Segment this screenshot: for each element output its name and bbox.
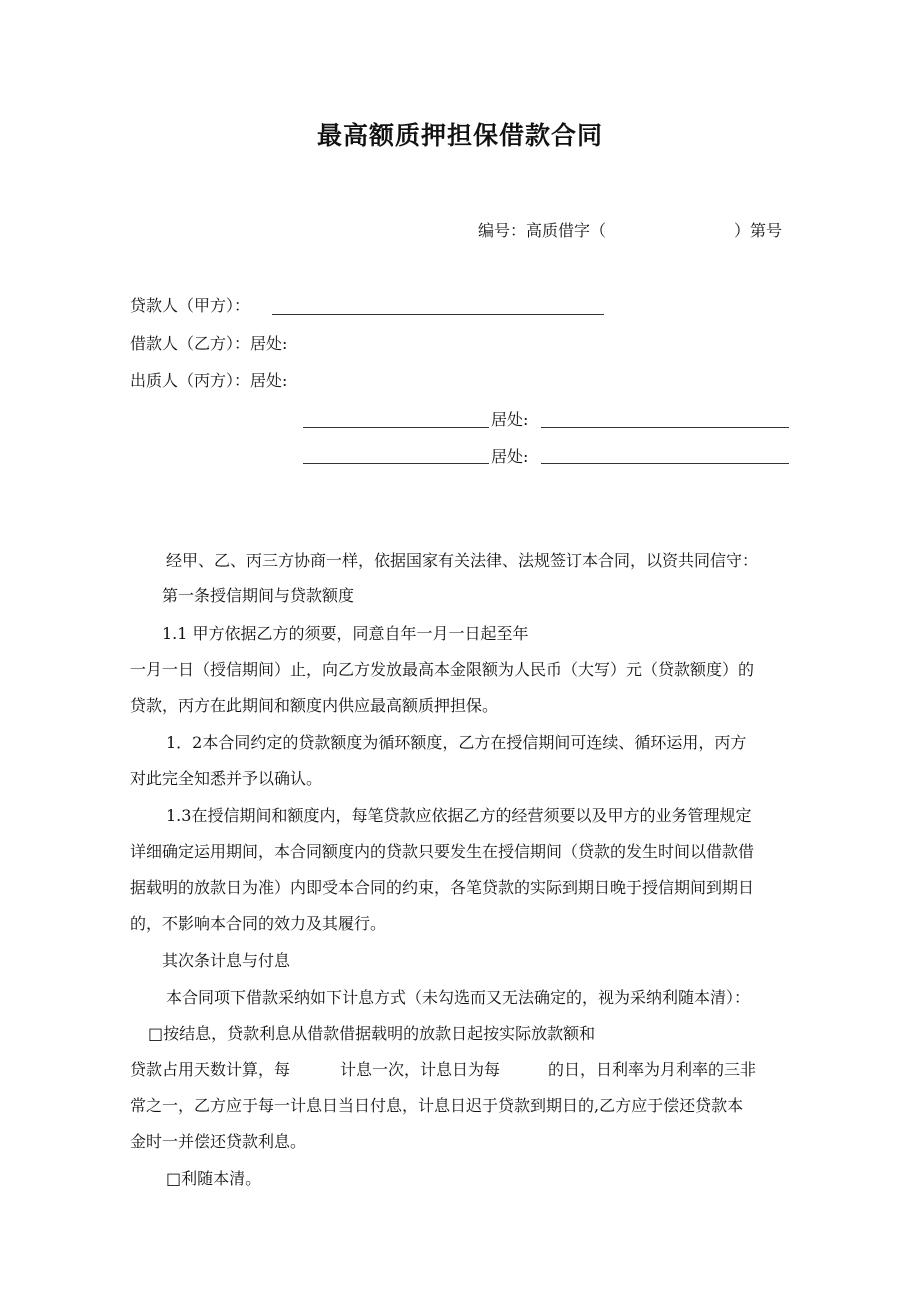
- lender-name-line: [272, 314, 604, 315]
- clause-1-1-line-1: 1.1 甲方依据乙方的须要，同意自年一月一日起至年: [162, 624, 529, 643]
- address-line-2: [541, 463, 789, 464]
- document-title: 最高额质押担保借款合同: [316, 121, 603, 150]
- clause-1-2-line-2: 对此完全知悉并予以确认。: [130, 769, 323, 788]
- interest-method-intro: 本合同项下借款采纳如下计息方式（未勾选而又无法确定的，视为采纳利随本清）：: [166, 988, 751, 1007]
- clause-1-3-line-1: 1.3在授信期间和额度内，每笔贷款应依据乙方的经营须要以及甲方的业务管理规定: [166, 806, 752, 825]
- contract-number-suffix: ）第号: [734, 221, 783, 240]
- clause-1-3-line-2: 详细确定运用期间，本合同额度内的贷款只要发生在授信期间（贷款的发生时间以借款借: [130, 842, 755, 861]
- periodic-interest-text-c: 的日，日利率为月利率的三非: [548, 1060, 757, 1079]
- contract-number: [478, 219, 782, 243]
- option-periodic-interest[interactable]: □按结息，贷款利息从借款借据载明的放款日起按实际放款额和: [148, 1024, 596, 1043]
- pledgor-label: 出质人（丙方）：居处:: [130, 371, 288, 390]
- article-1-heading: 第一条授信期间与贷款额度: [162, 586, 355, 605]
- address-label-1: 居处:: [491, 410, 529, 429]
- contract-number-prefix: 编号：高质借字（: [478, 221, 607, 240]
- party-name-line-2: [303, 463, 489, 464]
- clause-1-1-line-3: 贷款，丙方在此期间和额度内供应最高额质押担保。: [130, 696, 499, 715]
- party-name-line-1: [303, 427, 489, 428]
- article-2-heading: 其次条计息与付息: [162, 951, 291, 970]
- address-line-1: [541, 427, 789, 428]
- clause-1-3-line-4: 的，不影响本合同的效力及其履行。: [130, 914, 387, 933]
- intro-paragraph: 经甲、乙、丙三方协商一样，依据国家有关法律、法规签订本合同，以资共同信守：: [166, 551, 759, 570]
- address-label-2: 居处:: [491, 447, 529, 466]
- periodic-interest-line-3: 常之一，乙方应于每一计息日当日付息，计息日迟于贷款到期日的,乙方应于偿还贷款本: [130, 1096, 744, 1115]
- periodic-interest-text-a: 贷款占用天数计算，每: [130, 1060, 291, 1079]
- periodic-interest-text-b: 计息一次，计息日为每: [340, 1060, 501, 1079]
- clause-1-2-line-1: 1．2本合同约定的贷款额度为循环额度，乙方在授信期间可连续、循环运用，丙方: [166, 733, 747, 752]
- clause-1-3-line-3: 据载明的放款日为准）内即受本合同的约束，各笔贷款的实际到期日晚于授信期间到期日: [130, 878, 755, 897]
- option-repay-with-principal[interactable]: □利随本清。: [166, 1169, 262, 1188]
- periodic-interest-line-2: [130, 1058, 756, 1082]
- clause-1-1-line-2: 一月一日（授信期间）止，向乙方发放最高本金限额为人民币（大写）元（贷款额度）的: [130, 660, 755, 679]
- periodic-interest-line-4: 金时一并偿还贷款利息。: [130, 1132, 307, 1151]
- borrower-label: 借款人（乙方）：居处:: [130, 334, 288, 353]
- lender-label: 贷款人（甲方）：: [130, 296, 251, 315]
